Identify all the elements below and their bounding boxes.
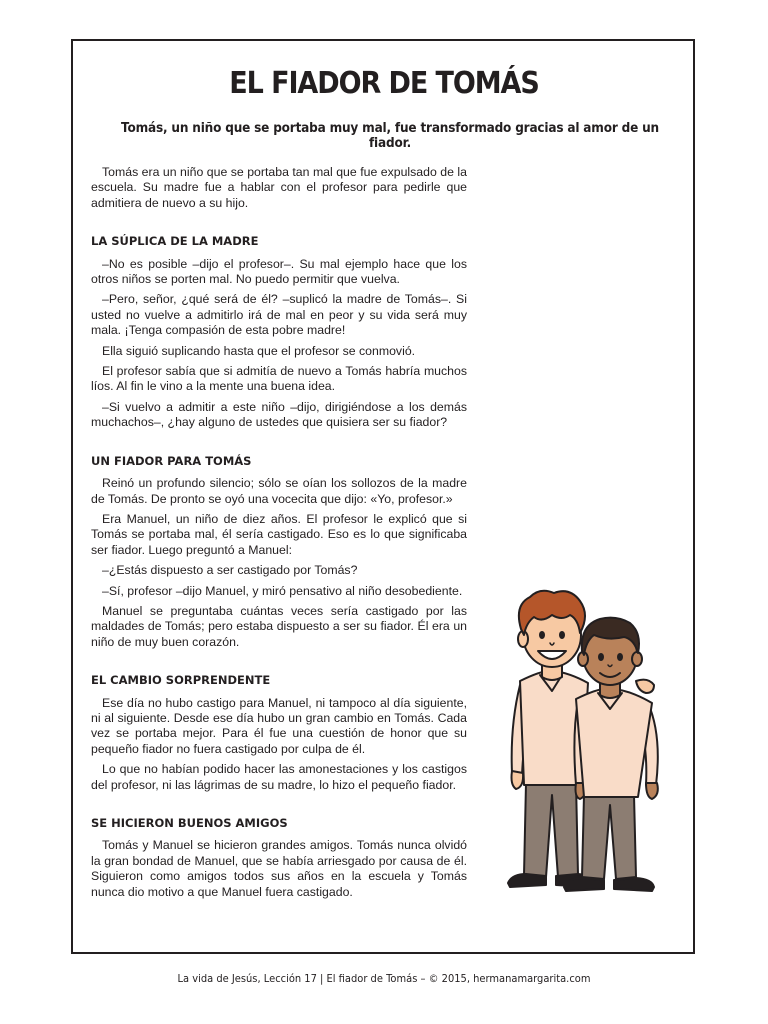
paragraph: –No es posible –dijo el profesor–. Su mal ejemplo hace que los otros niños se porten mal. No puedo permitir que vuelva. [91, 256, 467, 287]
section-heading: UN FIADOR PARA TOMÁS [91, 453, 252, 468]
paragraph: Ella siguió suplicando hasta que el profesor se conmovió. [102, 343, 416, 358]
section-heading: SE HICIERON BUENOS AMIGOS [91, 816, 288, 830]
paragraph: Era Manuel, un niño de diez años. El profesor le explicó que si Tomás se portaba mal, él sería castigado. Eso es lo que significaba ser fiador. Luego preguntó a Manuel: [91, 511, 467, 557]
two-boys-friends-illustration [496, 585, 676, 900]
page-title: EL FIADOR DE TOMÁS [229, 66, 539, 101]
paragraph: Tomás y Manuel se hicieron grandes amigos. Tomás nunca olvidó la gran bondad de Manuel, que se había arriesgado por causa de él. Siguieron como amigos todos sus años en la escuela y Tomás nunca dio motivo a que Manuel fuera castigado. [91, 838, 467, 899]
article-body [91, 165, 467, 905]
section-heading: EL CAMBIO SORPRENDENTE [91, 673, 271, 688]
paragraph: Ese día no hubo castigo para Manuel, ni tampoco al día siguiente, ni al siguiente. Desde ese día hubo un gran cambio en Tomás. Cada vez se portaba mejor. Para él fue una cuestión de honor que su pequeño fiador no fuera castigado por culpa de él. [91, 695, 467, 756]
section-heading: LA SÚPLICA DE LA MADRE [91, 234, 259, 249]
paragraph: Lo que no habían podido hacer las amonestaciones y los castigos del profesor, ni las lágrimas de su madre, lo hizo el pequeño fiador. [91, 762, 467, 792]
paragraph: Reinó un profundo silencio; sólo se oían los sollozos de la madre de Tomás. De pronto se oyó una vocecita que dijo: «Yo, profesor.» [91, 476, 467, 506]
page-subtitle: Tomás, un niño que se portaba muy mal, fue transformado gracias al amor de un fiador. [121, 121, 659, 151]
paragraph: –Si vuelvo a admitir a este niño –dijo, dirigiéndose a los demás muchachos–, ¿hay alguno de ustedes que quisiera ser su fiador? [91, 399, 467, 430]
intro-paragraph: Tomás era un niño que se portaba tan mal que fue expulsado de la escuela. Su madre fue a hablar con el profesor para pedirle que admitiera de nuevo a su hijo. [91, 165, 467, 210]
paragraph: Manuel se preguntaba cuántas veces sería castigado por las maldades de Tomás; pero estaba dispuesto a ser su fiador. Él era un niño de muy buen corazón. [91, 603, 467, 649]
paragraph: –¿Estás dispuesto a ser castigado por Tomás? [102, 563, 358, 578]
paragraph: El profesor sabía que si admitía de nuevo a Tomás habría muchos líos. Al fin le vino a la mente una buena idea. [91, 364, 467, 394]
paragraph: –Pero, señor, ¿qué será de él? –suplicó la madre de Tomás–. Si usted no vuelve a admitirlo irá de mal en peor y su vida será muy mala. ¡Tenga compasión de esta pobre madre! [91, 292, 467, 338]
page-footer: La vida de Jesús, Lección 17 | El fiador de Tomás – © 2015, hermanamargarita.com [177, 972, 591, 985]
paragraph: –Sí, profesor –dijo Manuel, y miró pensativo al niño desobediente. [102, 583, 463, 598]
